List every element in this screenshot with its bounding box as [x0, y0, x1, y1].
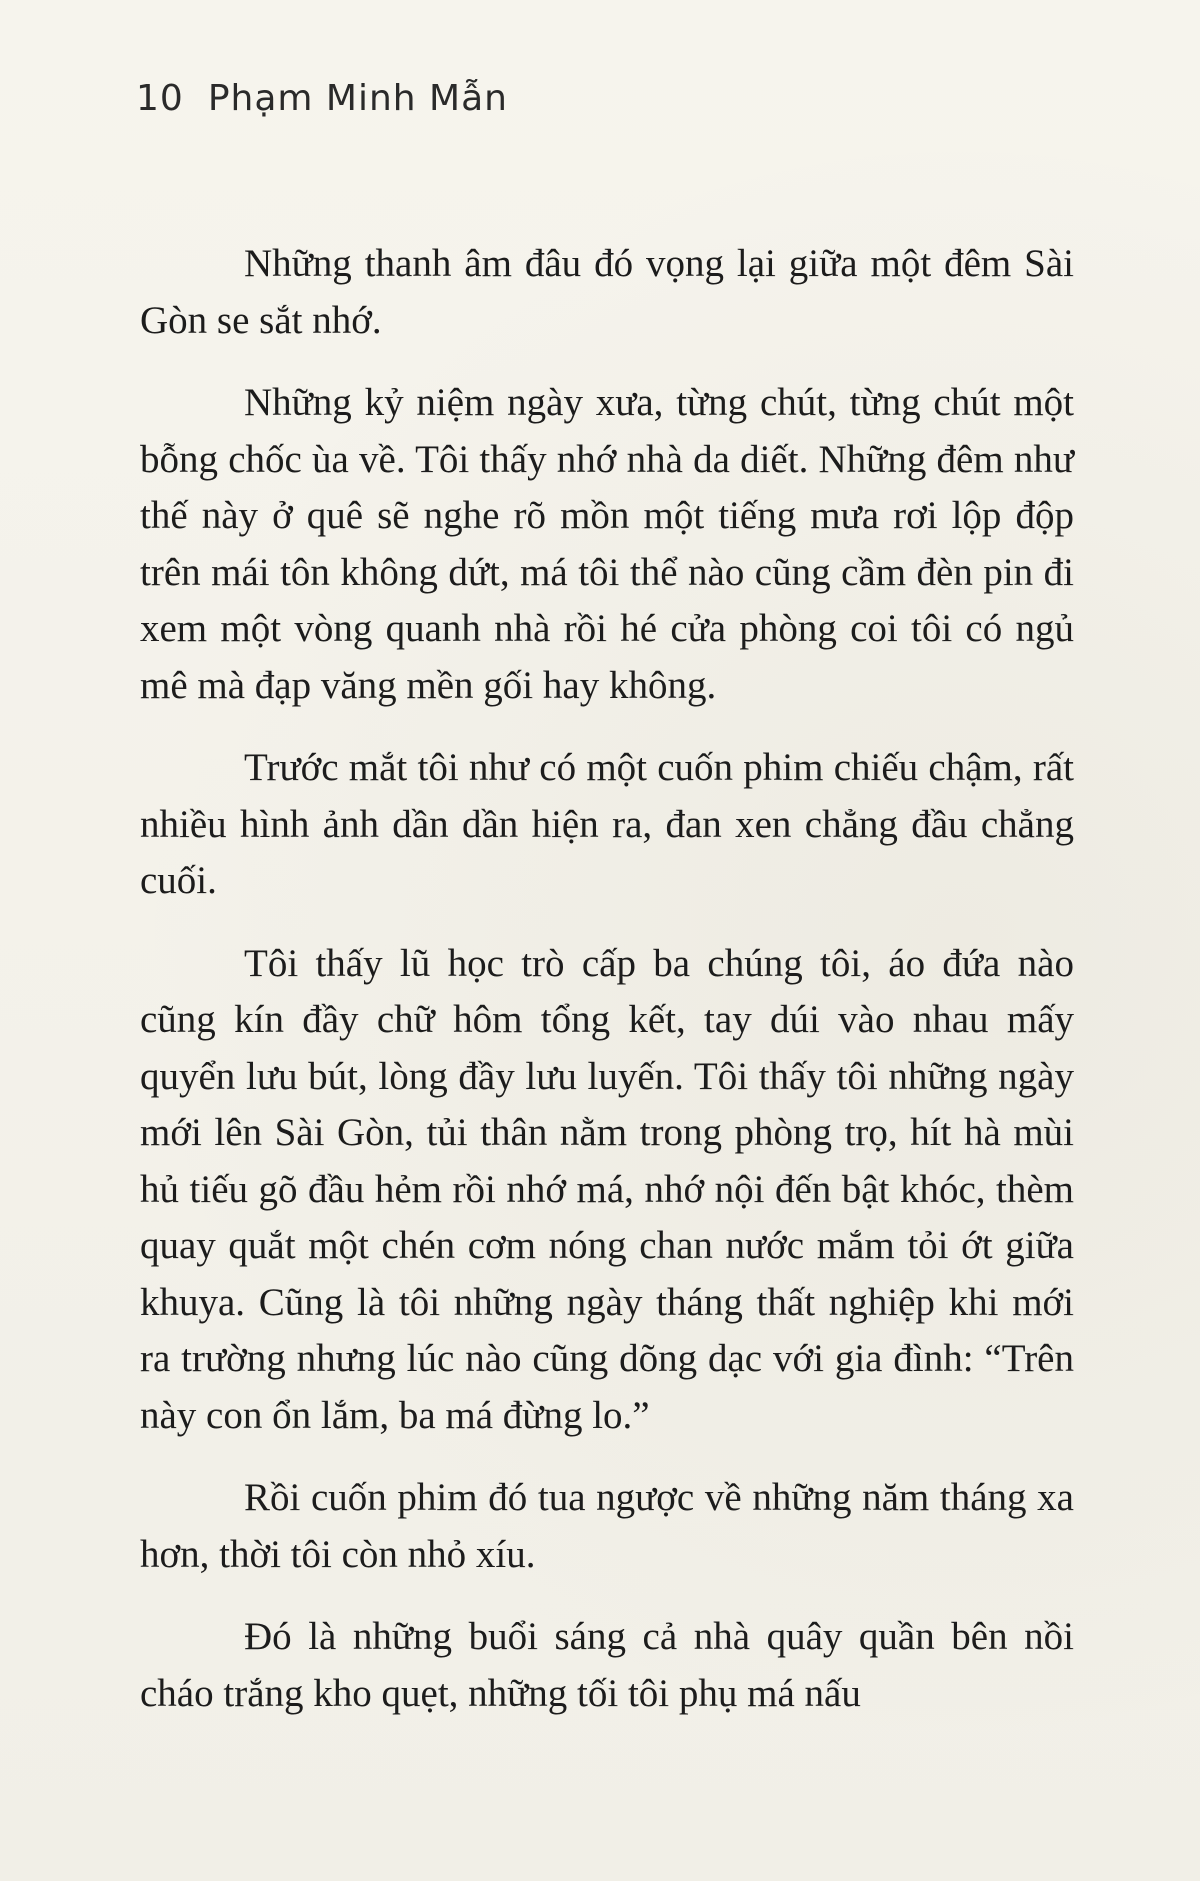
paragraph: Những kỷ niệm ngày xưa, từng chút, từng chút một bỗng chốc ùa về. Tôi thấy nhớ nhà da diết. Những đêm như thế này ở quê sẽ nghe rõ mồn một tiếng mưa rơi lộp độp trên mái tôn không dứt, má tôi thể nào cũng cầm đèn pin đi xem một vòng quanh nhà rồi hé cửa phòng coi tôi có ngủ mê mà đạp văng mền gối hay không. — [140, 381, 1074, 707]
paragraph: Đó là những buổi sáng cả nhà quây quần bên nồi cháo trắng kho quẹt, những tối tôi phụ má nấu — [140, 1615, 1074, 1715]
author-name: Phạm Minh Mẫn — [207, 78, 508, 119]
paragraph: Rồi cuốn phim đó tua ngược về những năm tháng xa hơn, thời tôi còn nhỏ xíu. — [140, 1476, 1074, 1576]
paragraph: Những thanh âm đâu đó vọng lại giữa một đêm Sài Gòn se sắt nhớ. — [140, 242, 1074, 342]
body-text — [140, 236, 1074, 1722]
paragraph: Tôi thấy lũ học trò cấp ba chúng tôi, áo đứa nào cũng kín đầy chữ hôm tổng kết, tay dúi vào nhau mấy quyển lưu bút, lòng đầy lưu luyến. Tôi thấy tôi những ngày mới lên Sài Gòn, tủi thân nằm trong phòng trọ, hít hà mùi hủ tiếu gõ đầu hẻm rồi nhớ má, nhớ nội đến bật khóc, thèm quay quắt một chén cơm nóng chan nước mắm tỏi ớt giữa khuya. Cũng là tôi những ngày tháng thất nghiệp khi mới ra trường nhưng lúc nào cũng dõng dạc với gia đình: “Trên này con ổn lắm, ba má đừng lo.” — [140, 941, 1074, 1437]
page-number: 10 — [136, 78, 184, 119]
paragraph: Trước mắt tôi như có một cuốn phim chiếu chậm, rất nhiều hình ảnh dần dần hiện ra, đan xen chẳng đầu chẳng cuối. — [140, 746, 1074, 902]
running-head — [136, 78, 508, 119]
